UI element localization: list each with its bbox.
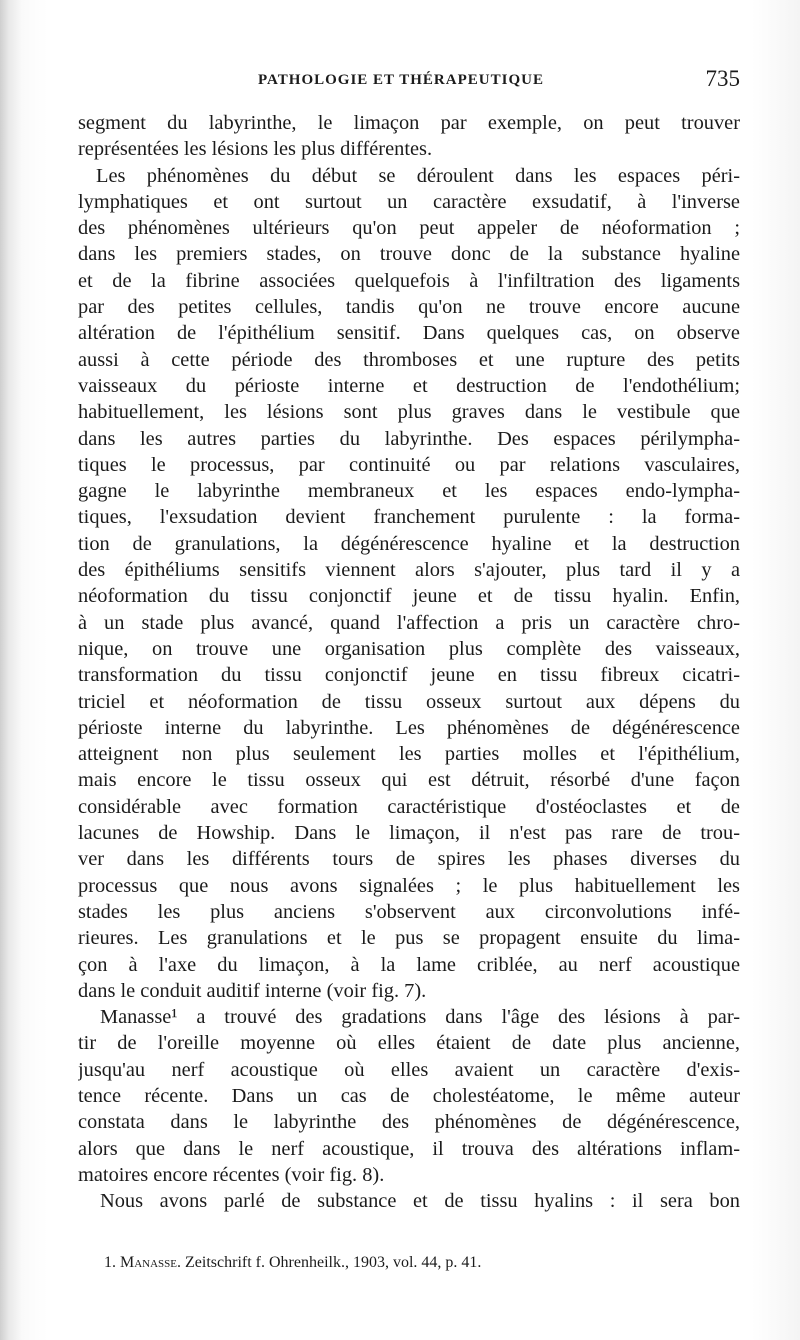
text-line: Les phénomènes du début se déroulent dans les espaces péri- (96, 164, 740, 187)
body-text (78, 110, 740, 1214)
page-header (78, 64, 740, 98)
text-line: tion de granulations, la dégénérescence hyaline et la destruction (78, 532, 740, 555)
text-line: et de la fibrine associées quelquefois à l'infiltration des ligaments (78, 269, 740, 292)
text-line: à un stade plus avancé, quand l'affection a pris un caractère chro- (78, 611, 740, 634)
text-line: des phénomènes ultérieurs qu'on peut appeler de néoformation ; (78, 217, 740, 240)
text-line: Manasse¹ a trouvé des gradations dans l'âge des lésions à par- (100, 1006, 740, 1029)
text-line: dans les premiers stades, on trouve donc de la substance hyaline (78, 243, 740, 266)
text-line: par des petites cellules, tandis qu'on ne trouve encore aucune (78, 296, 740, 319)
text-line: stades les plus anciens s'observent aux circonvolutions infé- (78, 900, 740, 923)
text-line: mais encore le tissu osseux qui est détruit, résorbé d'une façon (78, 769, 740, 792)
footnote-author: Manasse. (120, 1254, 182, 1271)
text-line: constata dans le labyrinthe des phénomènes de dégénérescence, (78, 1111, 740, 1134)
text-line: triciel et néoformation de tissu osseux surtout aux dépens du (78, 690, 740, 713)
text-line: Nous avons parlé de substance et de tissu hyalins : il sera bon (100, 1190, 740, 1213)
text-line: tir de l'oreille moyenne où elles étaient de date plus ancienne, (78, 1032, 740, 1055)
text-line: tiques, l'exsudation devient franchement purulente : la forma- (78, 506, 740, 529)
text-line: processus que nous avons signalées ; le plus habituellement les (78, 874, 740, 897)
footnote-line (104, 1254, 744, 1272)
text-line: tence récente. Dans un cas de cholestéatome, le même auteur (78, 1084, 740, 1107)
text-line: lacunes de Howship. Dans le limaçon, il n'est pas rare de trou- (78, 822, 740, 845)
text-line: nique, on trouve une organisation plus complète des vaisseaux, (78, 637, 740, 660)
text-line: atteignent non plus seulement les parties molles et l'épithélium, (78, 743, 740, 766)
text-line: périoste interne du labyrinthe. Les phénomènes de dégénérescence (78, 716, 740, 739)
text-line: alors que dans le nerf acoustique, il trouva des altérations inflam- (78, 1137, 740, 1160)
text-line: dans les autres parties du labyrinthe. Des espaces périlympha- (78, 427, 740, 450)
text-line: altération de l'épithélium sensitif. Dans quelques cas, on observe (78, 322, 740, 345)
text-line: habituellement, les lésions sont plus graves dans le vestibule que (78, 401, 740, 424)
text-line: lymphatiques et ont surtout un caractère exsudatif, à l'inverse (78, 190, 740, 213)
text-line: aussi à cette période des thromboses et une rupture des petits (78, 348, 740, 371)
text-line: jusqu'au nerf acoustique où elles avaient un caractère d'exis- (78, 1058, 740, 1081)
text-line: dans le conduit auditif interne (voir fig. 7). (78, 979, 427, 1002)
text-line: matoires encore récentes (voir fig. 8). (78, 1163, 385, 1186)
footnote (104, 1254, 744, 1272)
text-line: des épithéliums sensitifs viennent alors s'ajouter, plus tard il y a (78, 559, 740, 582)
text-line: représentées les lésions les plus différentes. (78, 138, 433, 161)
text-line: vaisseaux du périoste interne et destruction de l'endothélium; (78, 374, 740, 397)
text-line: gagne le labyrinthe membraneux et les espaces endo-lympha- (78, 480, 740, 503)
running-head: PATHOLOGIE ET THÉRAPEUTIQUE (258, 72, 544, 88)
text-line: néoformation du tissu conjonctif jeune et de tissu hyalin. Enfin, (78, 585, 740, 608)
text-line: considérable avec formation caractéristique d'ostéoclastes et de (78, 795, 740, 818)
text-line: tiques le processus, par continuité ou par relations vasculaires, (78, 453, 740, 476)
text-line: rieures. Les granulations et le pus se propagent ensuite du lima- (78, 927, 740, 950)
text-line: ver dans les différents tours de spires les phases diverses du (78, 848, 740, 871)
page-gutter-shadow (0, 0, 22, 1340)
footnote-number: 1. (104, 1254, 116, 1271)
footnote-text: Zeitschrift f. Ohrenheilk., 1903, vol. 44, p. 41. (185, 1254, 482, 1271)
page-number: 735 (705, 66, 740, 91)
text-line: transformation du tissu conjonctif jeune en tissu fibreux cicatri- (78, 664, 740, 687)
text-line: çon à l'axe du limaçon, à la lame criblée, au nerf acoustique (78, 953, 740, 976)
text-line: segment du labyrinthe, le limaçon par exemple, on peut trouver (78, 112, 740, 134)
